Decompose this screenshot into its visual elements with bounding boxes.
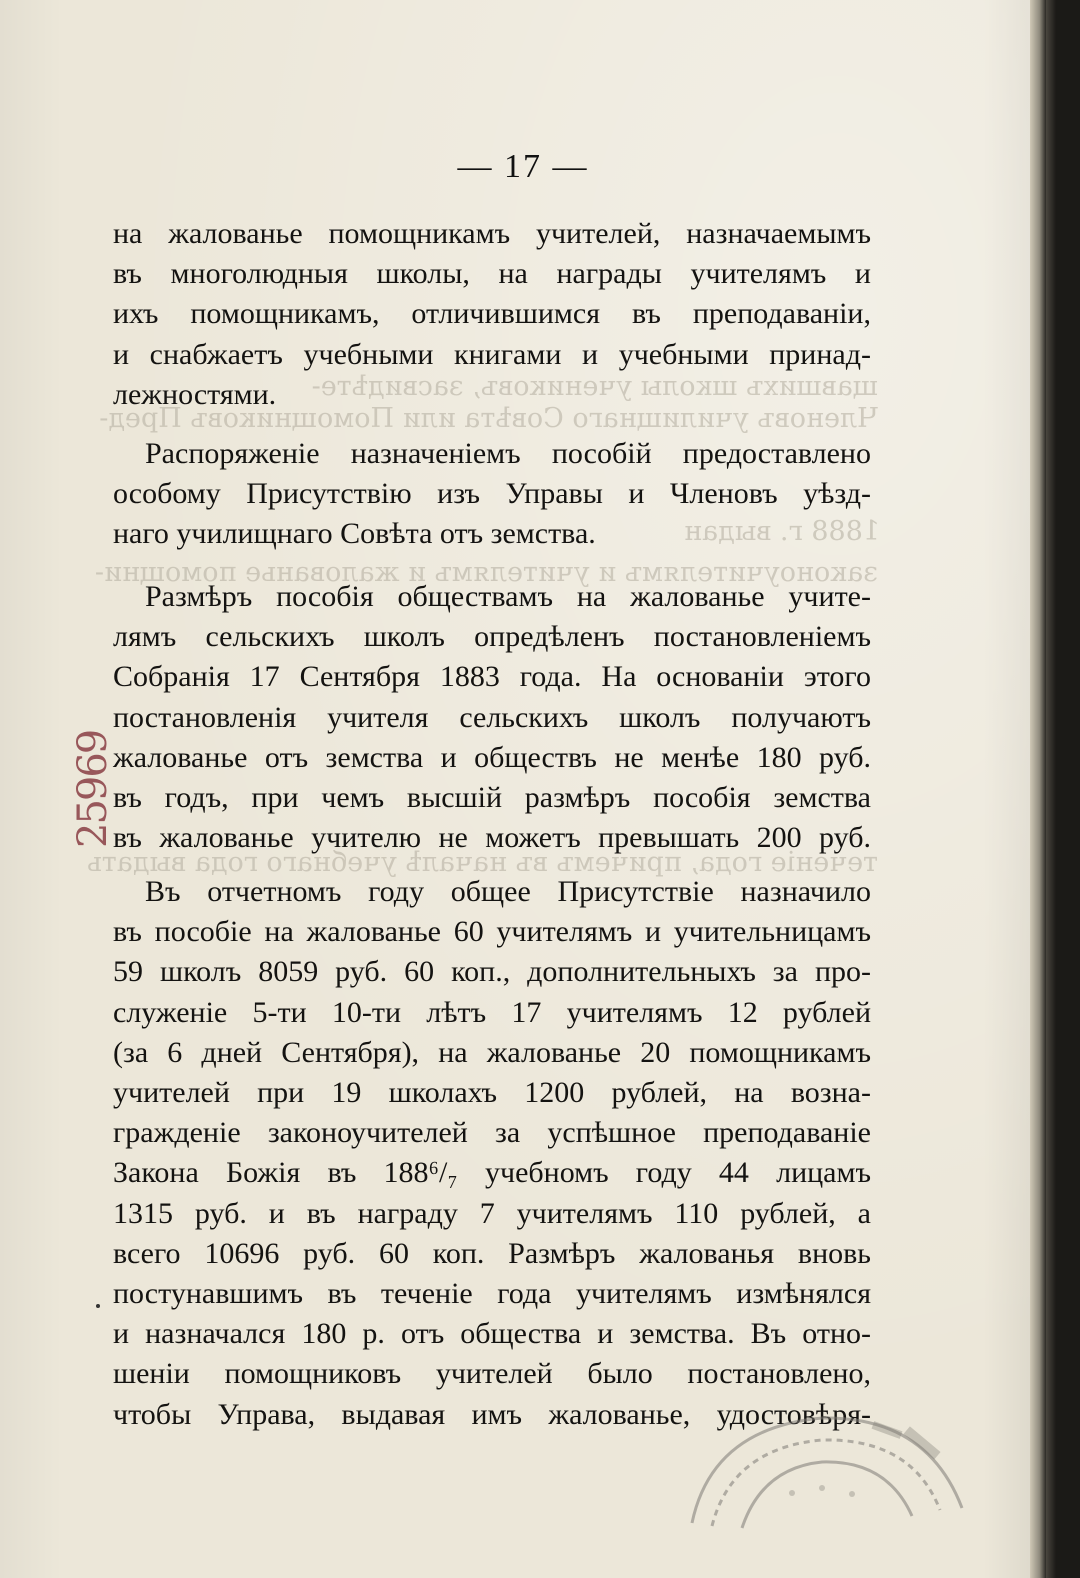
text-line: постунавшимъ въ теченіе года учителямъ измѣнялся bbox=[113, 1277, 871, 1311]
ink-speck bbox=[96, 1304, 100, 1308]
handwritten-inventory-number: 25969 bbox=[70, 730, 116, 848]
text-line: въ пособіе на жалованье 60 учителямъ и учительницамъ bbox=[113, 915, 871, 949]
text-line: въ многолюдныя школы, на награды учителямъ и bbox=[113, 257, 871, 291]
text-line: въ жалованье учителю не можетъ превышать 200 руб. bbox=[113, 821, 871, 855]
text-line: особому Присутствію изъ Управы и Членовъ уѣзд- bbox=[113, 477, 871, 511]
text-line: (за 6 дней Сентября), на жалованье 20 помощникамъ bbox=[113, 1035, 871, 1069]
text-line: лежностями. bbox=[113, 377, 277, 411]
paragraph bbox=[113, 872, 871, 1435]
page-number: — 17 — bbox=[457, 148, 589, 185]
text-line: Закона Божія въ 188⁶/₇ учебномъ году 44 лицамъ bbox=[113, 1156, 871, 1190]
text-line: Размѣръ пособія обществамъ на жалованье учите- bbox=[145, 580, 871, 613]
text-line: шеніи помощниковъ учителей было постановлено, bbox=[113, 1357, 871, 1391]
text-line: въ годъ, при чемъ высшій размѣръ пособія земства bbox=[113, 781, 871, 815]
text-line: жалованье отъ земства и обществъ не менѣе 180 руб. bbox=[113, 740, 871, 774]
text-line: ихъ помощникамъ, отличившимся въ преподаваніи, bbox=[113, 297, 871, 331]
paragraph bbox=[113, 434, 871, 555]
text-line: учителей при 19 школахъ 1200 рублей, на возна- bbox=[113, 1076, 871, 1110]
page-edge-shadow bbox=[1046, 0, 1056, 1578]
text-line: всего 10696 руб. 60 коп. Размѣръ жалованья вновь bbox=[113, 1236, 871, 1270]
page-edge bbox=[1030, 0, 1046, 1578]
text-line: постановленія учителя сельскихъ школъ получаютъ bbox=[113, 700, 871, 734]
show-through-line: теченіе года, причемъ въ началѣ учебнаго года выдать bbox=[87, 847, 878, 878]
library-stamp-icon bbox=[672, 1398, 972, 1538]
text-line: Въ отчетномъ году общее Присутствіе назначило bbox=[145, 875, 871, 908]
text-line: чтобы Управа, выдавая имъ жалованье, удостовѣря- bbox=[113, 1397, 871, 1431]
text-line: на жалованье помощникамъ учителей, назначаемымъ bbox=[113, 217, 871, 250]
text-line: служеніе 5-ти 10-ти лѣтъ 17 учителямъ 12 рублей bbox=[113, 995, 871, 1029]
paragraph bbox=[113, 577, 871, 858]
text-line: гражденіе законоучителей за успѣшное преподаваніе bbox=[113, 1116, 871, 1150]
show-through-line: Членовъ училищнаго Совѣта или Помощниковъ Пред- bbox=[99, 403, 878, 434]
show-through-line: законоучителямъ и учителямъ и жалованье помощни- bbox=[94, 557, 878, 588]
text-line: Распоряженіе назначеніемъ пособій предоставлено bbox=[145, 437, 871, 470]
text-line: Собранія 17 Сентября 1883 года. На основаніи этого bbox=[113, 660, 871, 694]
text-line: лямъ сельскихъ школъ опредѣленъ постановленіемъ bbox=[113, 620, 871, 654]
text-line: 1315 руб. и въ награду 7 учителямъ 110 рублей, а bbox=[113, 1196, 871, 1230]
text-line: наго училищнаго Совѣта отъ земства. bbox=[113, 517, 596, 551]
text-line: и снабжаетъ учебными книгами и учебными принад- bbox=[113, 337, 871, 371]
paragraph bbox=[113, 214, 871, 415]
show-through-line: щавшихъ школы учениковъ, засвидѣте- bbox=[311, 371, 878, 402]
show-through-line: 1888 г. выдан bbox=[683, 516, 880, 547]
text-line: и назначался 180 р. отъ общества и земства. Въ отно- bbox=[113, 1317, 871, 1351]
text-line: 59 школъ 8059 руб. 60 коп., дополнительныхъ за про- bbox=[113, 955, 871, 989]
